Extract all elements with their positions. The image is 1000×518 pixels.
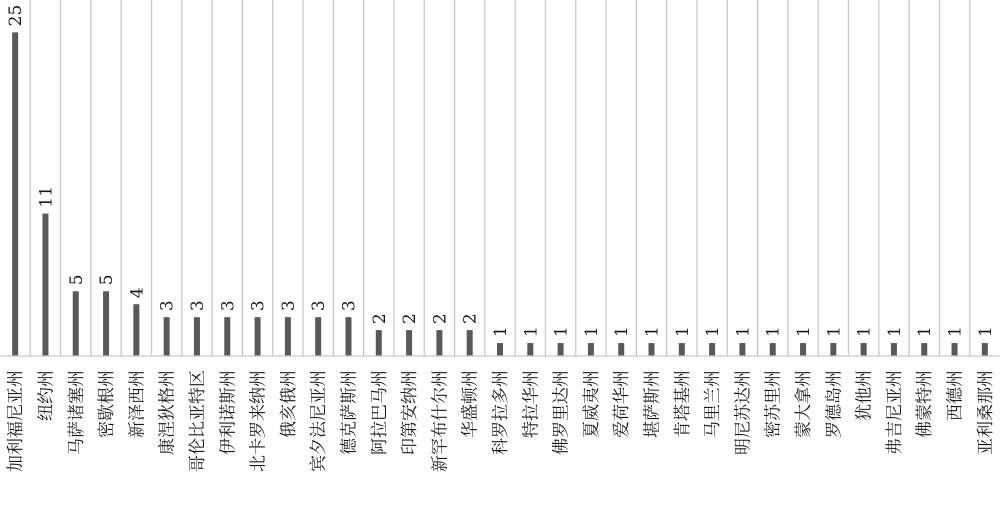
bar — [497, 343, 503, 356]
category-label: 北卡罗来纳州 — [248, 370, 269, 472]
data-label: 1 — [975, 326, 996, 338]
data-label: 3 — [278, 300, 299, 312]
data-label: 3 — [248, 300, 269, 312]
category-label: 密苏里州 — [763, 370, 784, 438]
data-label: 3 — [309, 300, 330, 312]
category-label: 加利福尼亚州 — [6, 370, 27, 472]
category-label: 佛蒙特州 — [915, 370, 936, 438]
bar — [224, 317, 230, 356]
category-label: 康涅狄格州 — [157, 370, 178, 455]
category-label: 印第安纳州 — [400, 370, 421, 455]
bar — [42, 214, 48, 356]
bar — [436, 330, 442, 356]
category-label: 佛罗里达州 — [551, 370, 572, 455]
data-label: 3 — [339, 300, 360, 312]
category-label: 俄亥俄州 — [278, 370, 299, 438]
data-label: 1 — [521, 326, 542, 338]
bar — [558, 343, 564, 356]
data-label: 25 — [6, 4, 27, 27]
bar — [891, 343, 897, 356]
category-label: 弗吉尼亚州 — [884, 370, 905, 455]
data-label: 1 — [854, 326, 875, 338]
category-label: 新泽西州 — [127, 370, 148, 438]
bar — [649, 343, 655, 356]
category-label: 犹他州 — [854, 370, 875, 421]
bar — [739, 343, 745, 356]
category-label: 马萨诸塞州 — [66, 370, 87, 455]
data-label: 1 — [551, 326, 572, 338]
category-label: 爱荷华州 — [612, 370, 633, 438]
category-label: 新罕布什尔州 — [430, 370, 451, 472]
data-label: 1 — [884, 326, 905, 338]
bar — [770, 343, 776, 356]
data-label: 5 — [66, 274, 87, 286]
bar — [527, 343, 533, 356]
data-label: 1 — [581, 326, 602, 338]
bar — [830, 343, 836, 356]
data-label: 1 — [733, 326, 754, 338]
data-label: 3 — [218, 300, 239, 312]
category-label: 亚利桑那州 — [975, 370, 996, 455]
category-label: 宾夕法尼亚州 — [309, 370, 330, 472]
bar — [345, 317, 351, 356]
bar — [285, 317, 291, 356]
data-label: 1 — [642, 326, 663, 338]
data-label: 1 — [763, 326, 784, 338]
category-label: 纽约州 — [36, 370, 57, 421]
category-label: 夏威夷州 — [581, 370, 602, 438]
category-label: 西德州 — [945, 370, 966, 421]
data-label: 2 — [430, 313, 451, 325]
bar — [376, 330, 382, 356]
category-label: 罗德岛州 — [824, 370, 845, 438]
data-label: 2 — [369, 313, 390, 325]
bar — [467, 330, 473, 356]
data-label: 2 — [400, 313, 421, 325]
data-label: 1 — [915, 326, 936, 338]
data-label: 1 — [612, 326, 633, 338]
category-label: 特拉华州 — [521, 370, 542, 438]
data-label: 11 — [36, 185, 57, 208]
category-label: 肯塔基州 — [672, 370, 693, 438]
bar — [406, 330, 412, 356]
bar — [800, 343, 806, 356]
data-labels — [6, 5, 996, 337]
bar — [133, 304, 139, 356]
category-labels — [6, 370, 996, 472]
data-label: 1 — [945, 326, 966, 338]
category-label: 蒙大拿州 — [794, 370, 815, 438]
data-label: 1 — [824, 326, 845, 338]
bar — [164, 317, 170, 356]
bar — [861, 343, 867, 356]
bar — [588, 343, 594, 356]
category-label: 密歇根州 — [97, 370, 118, 438]
data-label: 1 — [703, 326, 724, 338]
bar — [73, 291, 79, 356]
category-label: 阿拉巴马州 — [369, 370, 390, 455]
bar — [982, 343, 988, 356]
bar — [315, 317, 321, 356]
data-label: 1 — [672, 326, 693, 338]
category-label: 伊利诺斯州 — [218, 370, 239, 455]
category-label: 哥伦比亚特区 — [187, 370, 208, 472]
data-label: 4 — [127, 287, 148, 299]
category-label: 明尼苏达州 — [733, 370, 754, 455]
category-label: 华盛顿州 — [460, 370, 481, 438]
data-label: 1 — [794, 326, 815, 338]
category-label: 科罗拉多州 — [491, 370, 511, 455]
bar — [952, 343, 958, 356]
category-label: 堪萨斯州 — [642, 370, 663, 438]
bar — [679, 343, 685, 356]
data-label: 3 — [157, 300, 178, 312]
bar — [12, 32, 18, 356]
bar — [921, 343, 927, 356]
bar — [618, 343, 624, 356]
bar — [194, 317, 200, 356]
bar — [709, 343, 715, 356]
bar — [255, 317, 261, 356]
category-label: 德克萨斯州 — [339, 370, 360, 455]
category-label: 马里兰州 — [703, 370, 724, 438]
data-label: 5 — [97, 274, 118, 286]
bar — [103, 291, 109, 356]
data-label: 3 — [187, 300, 208, 312]
data-label: 2 — [460, 313, 481, 325]
data-label: 1 — [491, 326, 511, 338]
